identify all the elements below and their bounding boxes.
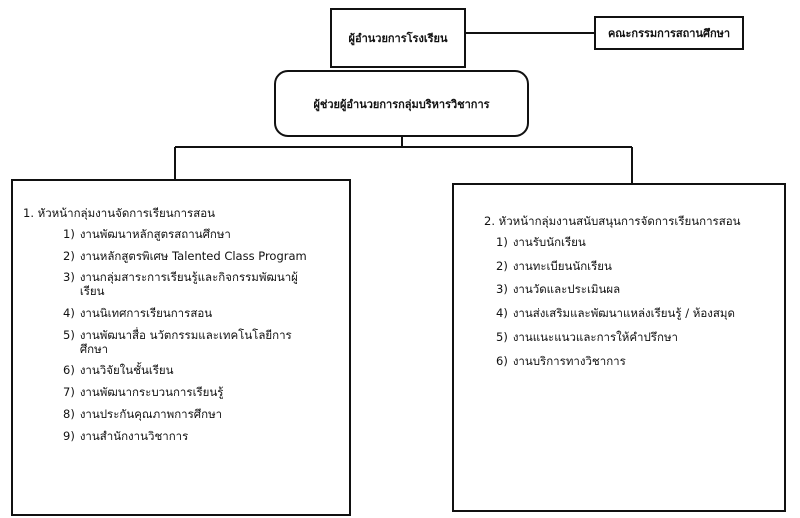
task-label: งานรับนักเรียน xyxy=(512,234,586,249)
list-item xyxy=(63,307,339,321)
task-number: 3) xyxy=(63,270,75,285)
task-label: งานวิจัยในชั้นเรียน xyxy=(79,363,174,378)
list-item xyxy=(63,271,339,299)
task-label: งานกลุ่มสาระการเรียนรู้และกิจกรรมพัฒนาผู้เรียน xyxy=(79,270,298,299)
task-number: 2) xyxy=(496,258,508,273)
task-number: 5) xyxy=(63,327,75,342)
list-item xyxy=(63,430,339,444)
list-item xyxy=(496,331,776,345)
task-label: งานส่งเสริมและพัฒนาแหล่งเรียนรู้ / ห้องสมุด xyxy=(512,306,735,321)
task-number: 4) xyxy=(496,306,508,321)
list-item xyxy=(63,364,339,378)
list-item xyxy=(63,408,339,422)
task-number: 6) xyxy=(496,353,508,368)
list-item xyxy=(63,228,339,242)
list-item xyxy=(496,260,776,274)
task-number: 3) xyxy=(496,282,508,297)
department-heading: 1. หัวหน้ากลุ่มงานจัดการเรียนการสอน xyxy=(23,206,215,220)
list-item xyxy=(496,307,776,321)
task-list xyxy=(63,228,339,444)
director-box xyxy=(330,8,466,68)
task-label: งานพัฒนากระบวนการเรียนรู้ xyxy=(79,385,224,400)
task-label: งานแนะแนวและการให้คำปรึกษา xyxy=(512,329,678,344)
task-number: 2) xyxy=(63,248,75,263)
task-label: งานนิเทศการเรียนการสอน xyxy=(79,305,213,320)
task-number: 1) xyxy=(63,226,75,241)
committee-label: คณะกรรมการสถานศึกษา xyxy=(607,27,731,40)
committee-box xyxy=(594,16,744,50)
task-number: 9) xyxy=(63,428,75,443)
list-item xyxy=(63,329,339,357)
task-number: 8) xyxy=(63,406,75,421)
task-label: งานหลักสูตรพิเศษ Talented Class Program xyxy=(79,248,307,263)
department-heading: 2. หัวหน้ากลุ่มงานสนับสนุนการจัดการเรียนการสอน xyxy=(484,214,741,228)
list-item xyxy=(63,250,339,264)
task-number: 5) xyxy=(496,329,508,344)
assistant-director-box xyxy=(274,70,529,137)
task-label: งานบริการทางวิชาการ xyxy=(512,353,626,368)
department-box-support xyxy=(452,183,786,512)
task-label: งานประกันคุณภาพการศึกษา xyxy=(79,406,223,421)
task-number: 7) xyxy=(63,385,75,400)
list-item xyxy=(496,283,776,297)
task-label: งานวัดและประเมินผล xyxy=(512,282,621,297)
list-item xyxy=(496,355,776,369)
task-label: งานพัฒนาหลักสูตรสถานศึกษา xyxy=(79,226,231,241)
task-number: 1) xyxy=(496,234,508,249)
list-item xyxy=(63,386,339,400)
task-number: 4) xyxy=(63,305,75,320)
task-number: 6) xyxy=(63,363,75,378)
task-label: งานทะเบียนนักเรียน xyxy=(512,258,612,273)
assistant-director-label: ผู้ช่วยผู้อำนวยการกลุ่มบริหารวิชาการ xyxy=(313,97,490,111)
task-list xyxy=(496,236,776,369)
task-label: งานสำนักงานวิชาการ xyxy=(79,428,189,443)
list-item xyxy=(496,236,776,250)
task-label: งานพัฒนาสื่อ นวัตกรรมและเทคโนโลยีการศึกษา xyxy=(79,327,292,356)
director-label: ผู้อำนวยการโรงเรียน xyxy=(348,32,448,45)
department-box-teaching xyxy=(11,179,351,516)
